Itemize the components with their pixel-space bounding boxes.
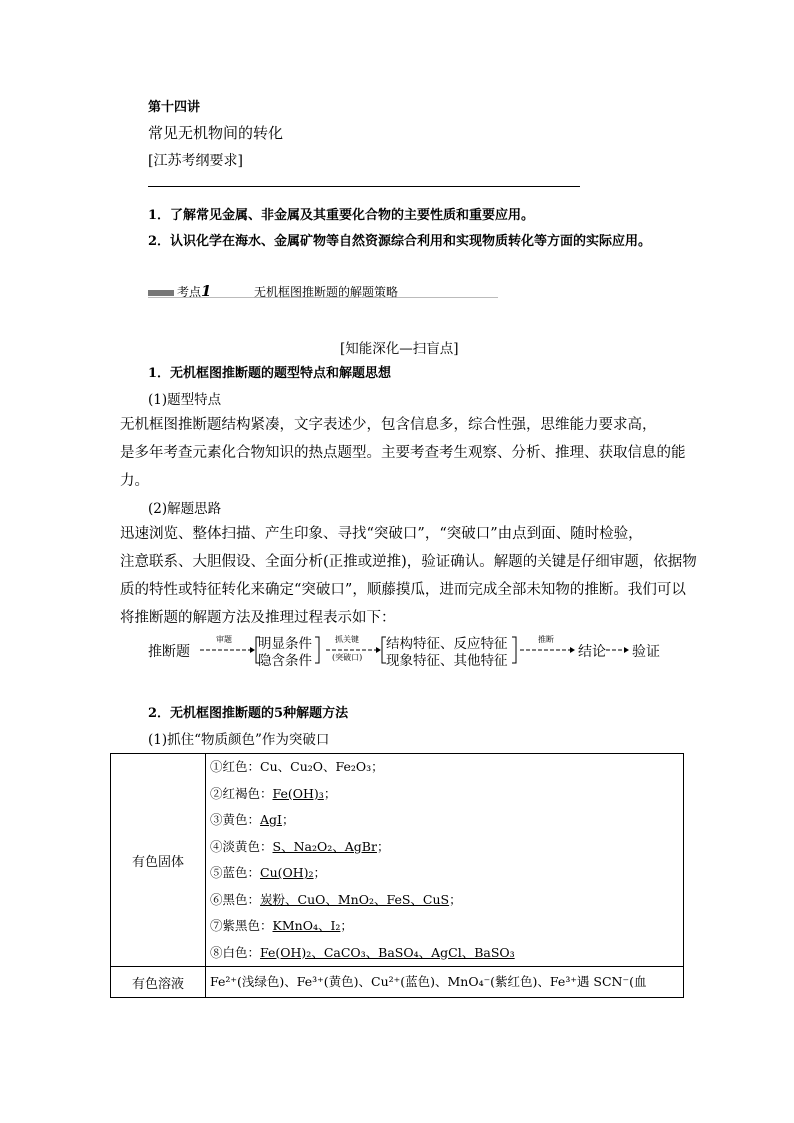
- s1-p1-line2: 是多年考查元素化合物知识的热点题型。主要考查考生观察、分析、推理、获取信息的能: [120, 445, 686, 461]
- solid-item-3: ③黄色：AgI；: [210, 812, 295, 827]
- solid-item-8: ⑧白色：Fe(OH)₂、CaCO₃、BaSO₄、AgCl、BaSO₃: [210, 944, 515, 960]
- cell-solid-items: [206, 754, 684, 967]
- topic-bar-icon: [148, 290, 174, 296]
- s1-p1-line3: 力。: [120, 473, 149, 489]
- topic-label-text: 考点: [177, 285, 202, 299]
- solid-label: 有色固体: [131, 854, 184, 870]
- arrowhead-4: [624, 647, 629, 653]
- requirement-2: 2．认识化学在海水、金属矿物等自然资源综合利用和实现物质转化等方面的实际应用。: [148, 234, 652, 249]
- flow-label-key: 抓关键: [335, 635, 359, 644]
- s2-heading: 2．无机框图推断题的5种解题方法: [148, 706, 349, 721]
- lecture-title: 常见无机物间的转化: [148, 124, 284, 142]
- flow-c2: 现象特征、其他特征: [386, 653, 508, 669]
- solid-item-7: ⑦紫黑色：KMnO₄、I₂；: [210, 918, 353, 933]
- s1-heading: 1．无机框图推断题的题型特点和解题思想: [148, 366, 392, 381]
- topic-title: 无机框图推断题的解题策略: [254, 285, 399, 299]
- color-table: [110, 753, 684, 998]
- topic-number: 1: [201, 282, 212, 300]
- requirement-1: 1．了解常见金属、非金属及其重要化合物的主要性质和重要应用。: [148, 208, 535, 223]
- s1-p2-line2: 注意联系、大胆假设、全面分析(正推或逆推)，验证确认。解题的关键是仔细审题，依据物: [120, 554, 697, 570]
- topic-label: [177, 282, 211, 300]
- arrowhead-2: [376, 647, 381, 653]
- cell-solution-text: [206, 967, 684, 998]
- s1-p2-line3: 质的特性或特征转化来确定“突破口”，顺藤摸瓜，进而完成全部未知物的推断。我们可以: [120, 582, 686, 598]
- table-row-solid: [111, 754, 684, 967]
- syllabus-requirement-label: [江苏考纲要求]: [148, 153, 243, 169]
- flow-conclusion: 结论: [578, 644, 606, 660]
- flow-label-infer: 推断: [538, 635, 554, 644]
- solid-item-4: ④淡黄色：S、Na₂O₂、AgBr；: [210, 838, 390, 854]
- s1-p1-line1: 无机框图推断题结构紧凑，文字表述少，包含信息多，综合性强，思维能力要求高，: [120, 417, 657, 433]
- solid-item-1: ①红色：Cu、Cu₂O、Fe₂O₃；: [210, 759, 384, 774]
- bracket-2-right: [512, 637, 516, 663]
- s1-p2-line4: 将推断题的解题方法及推理过程表示如下：: [120, 610, 396, 626]
- solid-item-5: ⑤蓝色：Cu(OH)₂；: [210, 865, 327, 880]
- table-row-solution: [111, 967, 684, 998]
- lecture-number: 第十四讲: [148, 100, 201, 115]
- arrowhead-1: [250, 647, 255, 653]
- s1-sub1: (1)题型特点: [148, 392, 222, 408]
- flow-verify: 验证: [632, 644, 660, 660]
- flow-b2: 隐含条件: [258, 653, 312, 669]
- flow-c1: 结构特征、反应特征: [386, 636, 508, 652]
- section-heading: [知能深化—扫盲点]: [340, 341, 459, 357]
- header-divider: [148, 186, 580, 187]
- flow-start: 推断题: [148, 644, 190, 660]
- arrowhead-3: [570, 647, 575, 653]
- flow-label-shenti: 审题: [216, 635, 232, 644]
- bracket-1-right: [315, 637, 319, 663]
- s1-p2-line1: 迅速浏览、整体扫描、产生印象、寻找“突破口”，“突破口”由点到面、随时检验，: [120, 526, 643, 542]
- flow-label-breakthrough: (突破口): [332, 653, 363, 662]
- solution-text: Fe²⁺(浅绿色)、Fe³⁺(黄色)、Cu²⁺(蓝色)、MnO₄⁻(紫红色)、Fe³⁺遇 SCN⁻(血: [210, 973, 647, 989]
- s2-sub1: (1)抓住“物质颜色”作为突破口: [148, 732, 330, 748]
- reasoning-flow-diagram: [148, 632, 708, 668]
- solution-label: 有色溶液: [131, 976, 184, 992]
- solid-item-6: ⑥黑色：炭粉、CuO、MnO₂、FeS、CuS；: [210, 891, 462, 907]
- cell-solid-label: [111, 754, 206, 967]
- s1-sub2: (2)解题思路: [148, 501, 222, 517]
- solid-item-2: ②红褐色：Fe(OH)₃；: [210, 785, 337, 801]
- cell-solution-label: [111, 967, 206, 998]
- flow-b1: 明显条件: [258, 636, 312, 652]
